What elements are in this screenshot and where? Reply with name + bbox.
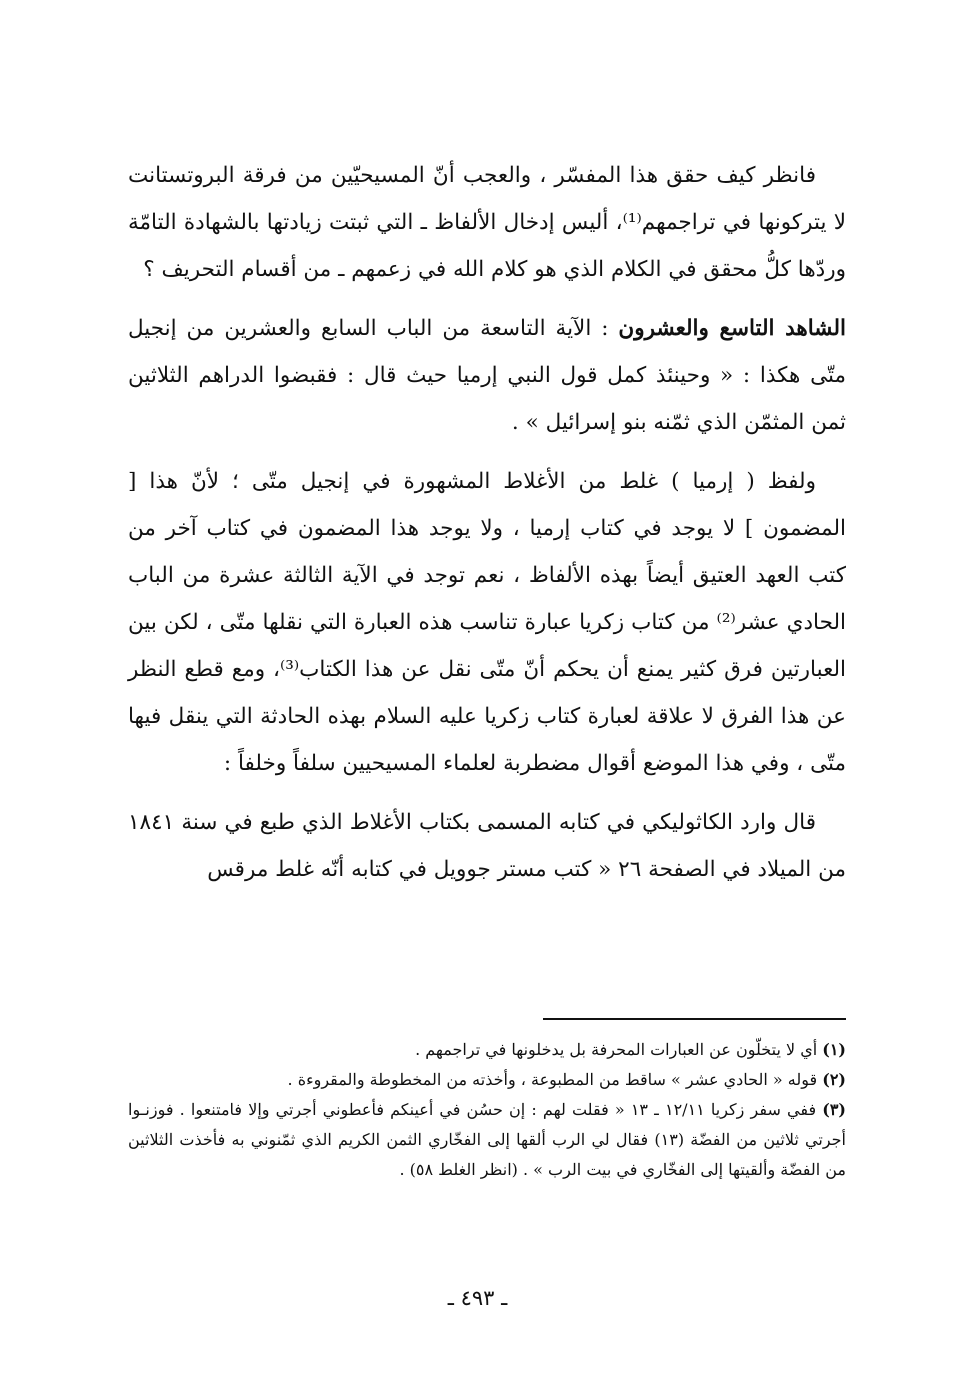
paragraph-2 <box>128 305 846 446</box>
footnote <box>128 1065 846 1095</box>
page-number: ـ ٤٩٣ ـ <box>447 1286 508 1310</box>
footnote <box>128 1095 846 1185</box>
main-text <box>128 152 846 905</box>
section-heading: الشاهد التاسع والعشرون <box>618 316 846 341</box>
paragraph-3: ولفظ ( إرميا ) غلط من الأغلاط المشهورة في إنجيل متّى ؛ لأنّ هذا [ المضمون ] لا يوجد في كتاب إرميا ، ولا يوجد هذا المضمون في كتاب آخر من كتب العهد العتيق أيضاً بهذه الألفاظ ، نعم توجد في الآية الثالثة عشرة من الباب الحادي عشر⁽²⁾ من كتاب زكريا عبارة تناسب هذه العبارة التي نقلها متّى ، لكن بين العبارتين فرق كثير يمنع أن يحكم أنّ متّى نقل عن هذا الكتاب⁽³⁾، ومع قطع النظر عن هذا الفرق لا علاقة لعبارة كتاب زكريا عليه السلام بهذه الحادثة التي ينقل فيها متّى ، وفي هذا الموضع أقوال مضطربة لعلماء المسيحيين سلفاً وخلفاً : <box>128 469 846 776</box>
footnote-separator <box>543 1018 846 1020</box>
footnote-number: (١) <box>822 1040 846 1059</box>
footnote-text: أي لا يتخلّون عن العبارات المحرفة بل يدخلونها في تراجمهم . <box>415 1040 823 1059</box>
footnote-number: (٣) <box>822 1100 846 1119</box>
paragraph-4: قال وارد الكاثوليكي في كتابه المسمى بكتاب الأغلاط الذي طبع في سنة ١٨٤١ من الميلاد في الصفحة ٢٦ « كتب مستر جوويل في كتابه أنّه غلط مرقس <box>128 810 846 882</box>
footnote-text: ففي سفر زكريا ١٢/١١ ـ ١٣ « فقلت لهم : إن حسُن في أعينكم فأعطوني أجرتي وإلا فامتنعوا . فوزنـوا أجرتي ثلاثين من الفضّة (١٣) فقال لي الرب ألقها إلى الفخّاري الثمن الكريم الذي ثمّنوني به فأخذت الثلاثين من الفضّة وألقيتها إلى الفخّاري في بيت الرب » . (انظر الغلط ٥٨) . <box>128 1100 846 1179</box>
footnote-number: (٢) <box>822 1070 846 1089</box>
footnote <box>128 1035 846 1065</box>
footnote-text: قوله « الحادي عشر » ساقط من المطبوعة ، وأخذته من المخطوطة والمقروءة . <box>287 1070 823 1089</box>
paragraph-1: فانظر كيف حقق هذا المفسّر ، والعجب أنّ المسيحيّين من فرقة البروتستانت لا يتركونها في تراجمهم⁽¹⁾، أليس إدخال الألفاظ ـ التي ثبتت زيادتها بالشهادة التامّة وردّها كلُّ محقق في الكلام الذي هو كلام الله في زعمهم ـ من أقسام التحريف ؟ <box>128 163 847 282</box>
footnotes <box>128 1035 846 1185</box>
paragraph-2-text: : الآية التاسعة من الباب السابع والعشرين من إنجيل متّى هكذا : « وحينئذ كمل قول النبي إرميا حيث قال : فقبضوا الدراهم الثلاثين ثمن المثمّن الذي ثمّنه بنو إسرائيل » . <box>128 316 846 435</box>
